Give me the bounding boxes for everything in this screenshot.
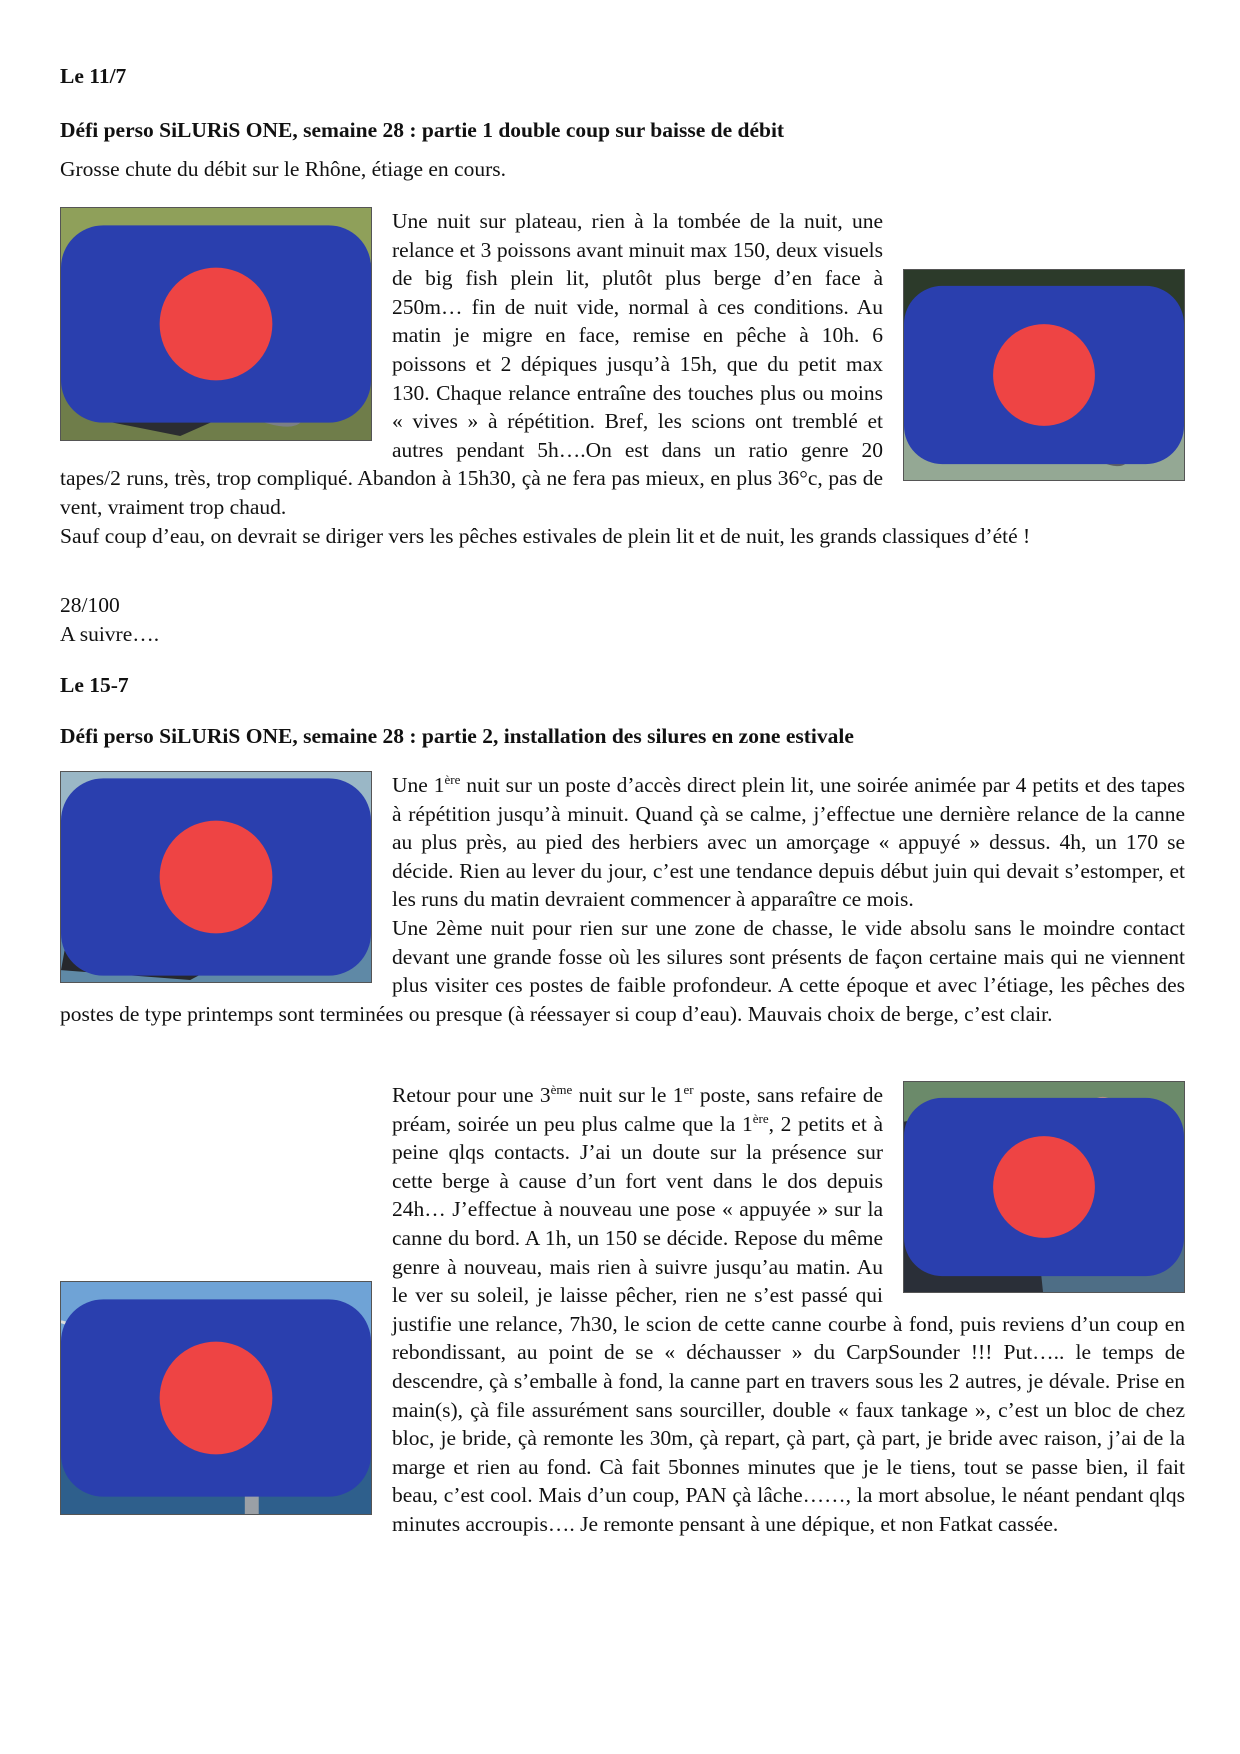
entry-date: Le 11/7 bbox=[60, 64, 127, 88]
section2-paragraph-1: Une 1ère nuit sur un poste d’accès direct plein lit, une soirée animée par 4 petits et des tapes à répétition jusqu’à minuit. Quand çà se calme, j’effectue une dernière relance de la canne au plus près, au pied des herbiers avec un amorçage « appuyé » dessus. 4h, un 170 se décide. Rien au lever du jour, c’est une tendance depuis début juin qui devait s’estomper, et les runs du matin devraient commencer à apparaître ce mois. bbox=[392, 771, 1185, 912]
photo-angler-catfish-bank bbox=[903, 1081, 1185, 1293]
watermark-logo-icon bbox=[904, 1082, 1184, 1292]
photo-angler-catfish-sling bbox=[60, 771, 372, 983]
photo-angler-catfish-water bbox=[903, 269, 1185, 481]
follow-text: A suivre…. bbox=[60, 622, 160, 646]
watermark-logo-icon bbox=[61, 1282, 371, 1514]
score-text: 28/100 bbox=[60, 593, 120, 617]
section2-paragraph-2: Une 2ème nuit pour rien sur une zone de chasse, le vide absolu sans le moindre contact devant une grande fosse où les silures sont présents de façon certaine mais qui ne viennent plus visiter ces postes de faible profondeur. A cette époque et avec l’étiage, les pêches des postes de type printemps sont terminées ou presque (à réessayer si coup d’eau). Mauvais choix de berge, c’est clair. bbox=[60, 915, 1185, 1026]
section2-paragraph-3: Retour pour une 3ème nuit sur le 1er poste, sans refaire de préam, soirée un peu plus calme que la 1ère, 2 petits et à peine qlqs contacts. J’ai un doute sur la présence sur cette berge à cause d’un fort vent dans le dos depuis 24h… J’effectue à nouveau une pose « appuyée » sur la canne du bord. A 1h, un 150 se décide. Repose du même genre à nouveau, mais rien à suivre jusqu’au matin. Au le ver su soleil, je laisse pêcher, rien ne s’est passé qui justifie une relance, 7h30, le scion de cette canne courbe à fond, puis reviens d’un coup en rebondissant, au point de se « déchausser » du CarpSounder !!! Put….. le temps de descendre, çà s’emballe à fond, la canne part en travers sous les 2 autres, je dévale. Prise en main(s), çà file assurément sans sourciller, double « faux tankage », c’est un bloc de chez bloc, je bride, çà remonte les 30m, çà repart, çà part, çà part, je bride avec raison, j’ai de la marge et rien au fond. Cà fait 5bonnes minutes que je le tiens, tout se passe bien, il fait beau, c’est cool. Mais d’un coup, PAN çà lâche……, la mort absolue, le néant pendant qlqs minutes accroupis…. Je remonte pensant à une dépique, et non Fatkat cassée. bbox=[392, 1081, 1185, 1536]
entry-intro: Grosse chute du débit sur le Rhône, étiage en cours. bbox=[60, 157, 506, 181]
entry-title: Défi perso SiLURiS ONE, semaine 28 : partie 1 double coup sur baisse de débit bbox=[60, 118, 785, 142]
watermark-logo-icon bbox=[904, 270, 1184, 480]
watermark-logo-icon bbox=[61, 208, 371, 440]
section1-closing: Sauf coup d’eau, on devrait se diriger vers les pêches estivales de plein lit et de nuit, les grands classiques d’été ! bbox=[60, 523, 1031, 548]
section2-body-part1 bbox=[60, 771, 1185, 1028]
entry-title: Défi perso SiLURiS ONE, semaine 28 : partie 2, installation des silures en zone estivale bbox=[60, 724, 854, 748]
section1-paragraph: Une nuit sur plateau, rien à la tombée de la nuit, une relance et 3 poissons avant minuit max 150, deux visuels de big fish plein lit, plutôt plus berge d’en face à 250m… fin de nuit vide, normal à ces conditions. Au matin je migre en face, remise en pêche à 10h. 6 poissons et 2 dépiques jusqu’à 15h, que du petit max 130. Chaque relance entraîne des touches plus ou moins « vives » à répétition. Bref, les scions ont tremblé et autres pendant 5h….On est dans un ratio genre 20 tapes/2 runs, très, trop compliqué. Abandon à 15h30, çà ne fera pas mieux, en plus 36°c, pas de vent, vraiment trop chaud. bbox=[60, 209, 883, 519]
section1-body bbox=[60, 207, 1185, 550]
watermark-logo-icon bbox=[61, 772, 371, 982]
entry-date: Le 15-7 bbox=[60, 673, 129, 697]
section2-body-part2 bbox=[60, 1081, 1185, 1539]
photo-angler-catfish-mat bbox=[60, 207, 372, 441]
photo-rods-bite-alarms bbox=[60, 1281, 372, 1515]
